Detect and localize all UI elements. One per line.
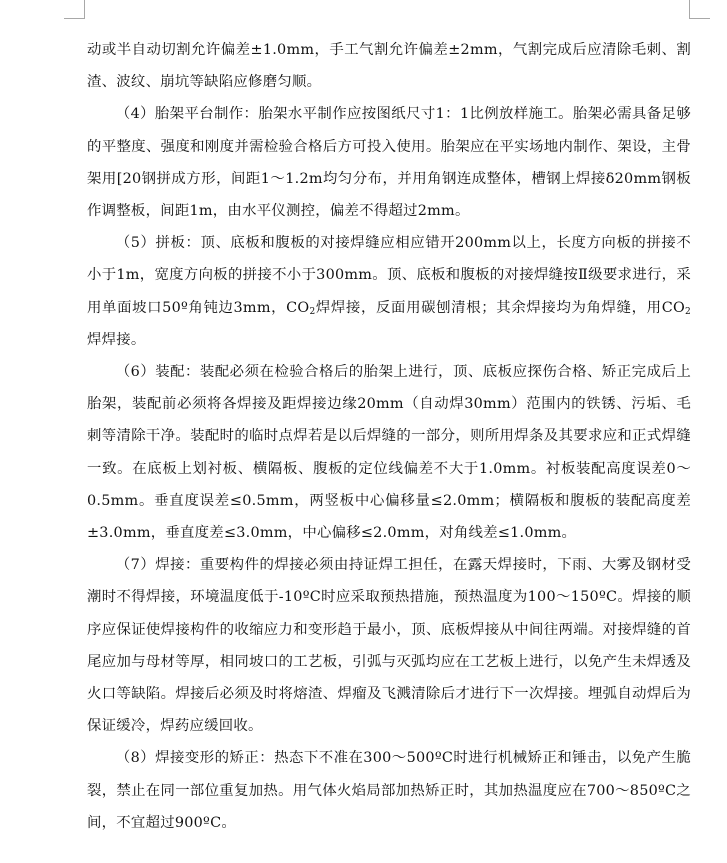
co2-subscript: 2 xyxy=(309,306,316,317)
page-corner-mark-left xyxy=(64,0,85,19)
paragraph-cutting-tolerance: 动或半自动切割允许偏差±1.0mm，手工气割允许偏差±2mm，气割完成后应清除毛刺、割渣、波纹、崩坑等缺陷应修磨匀顺。 xyxy=(87,42,691,91)
plate-splicing-text-b: 焊焊接，反面用碳刨清根；其余焊接均为角焊缝，用CO xyxy=(315,299,686,316)
paragraph-plate-splicing xyxy=(87,227,691,356)
page-corner-mark-right xyxy=(689,0,710,19)
co2-subscript: 2 xyxy=(685,306,691,317)
plate-splicing-text-c: 焊焊接。 xyxy=(87,331,146,348)
paragraph-deformation-correction: （8）焊接变形的矫正：热态下不准在300～500ºC时进行机械矫正和锤击，以免产生脆裂，禁止在同一部位重复加热。用气体火焰局部加热矫正时，其加热温度应在700～850ºC之间，不宜超过900ºC。 xyxy=(87,750,691,831)
document-body xyxy=(87,34,691,839)
paragraph-assembly: （6）装配：装配必须在检验合格后的胎架上进行，顶、底板应探伤合格、矫正完成后上胎架，装配前必须将各焊接及距焊接边缘20mm（自动焊30mm）范围内的铁锈、污垢、毛刺等清除干净。装配时的临时点焊若是以后焊缝的一部分，则所用焊条及其要求应和正式焊缝一致。在底板上划衬板、横隔板、腹板的定位线偏差不大于1.0mm。衬板装配高度误差0～0.5mm。垂直度误差≤0.5mm，两竖板中心偏移量≤2.0mm；横隔板和腹板的装配高度差±3.0mm，垂直度差≤3.0mm，中心偏移≤2.0mm，对角线差≤1.0mm。 xyxy=(87,364,691,542)
paragraph-jig-platform: （4）胎架平台制作：胎架水平制作应按图纸尺寸1：1比例放样施工。胎架必需具备足够的平整度、强度和刚度并需检验合格后方可投入使用。胎架应在平实场地内制作、架设，主骨架用[20钢拼成方形，间距1～1.2m均匀分布，并用角钢连成整体，槽钢上焊接δ20mm钢板作调整板，间距1m，由水平仪测控，偏差不得超过2mm。 xyxy=(87,106,691,220)
paragraph-welding: （7）焊接：重要构件的焊接必须由持证焊工担任，在露天焊接时，下雨、大雾及钢材受潮时不得焊接，环境温度低于-10ºC时应采取预热措施，预热温度为100～150ºC。焊接的顺序应保证使焊接构件的收缩应力和变形趋于最小，顶、底板焊接从中间往两端。对接焊缝的首尾应加与母材等厚，相同坡口的工艺板，引弧与灭弧均应在工艺板上进行，以免产生未焊透及火口等缺陷。焊接后必须及时将熔渣、焊瘤及飞溅清除后才进行下一次焊接。埋弧自动焊后为保证缓冷，焊药应缓回收。 xyxy=(87,557,691,735)
plate-splicing-text-a: （5）拼板：顶、底板和腹板的对接焊缝应相应错开200mm以上，长度方向板的拼接不小于1m，宽度方向板的拼接不小于300mm。顶、底板和腹板的对接焊缝按Ⅱ级要求进行，采用单面坡口50º角钝边3mm，CO xyxy=(87,235,691,316)
